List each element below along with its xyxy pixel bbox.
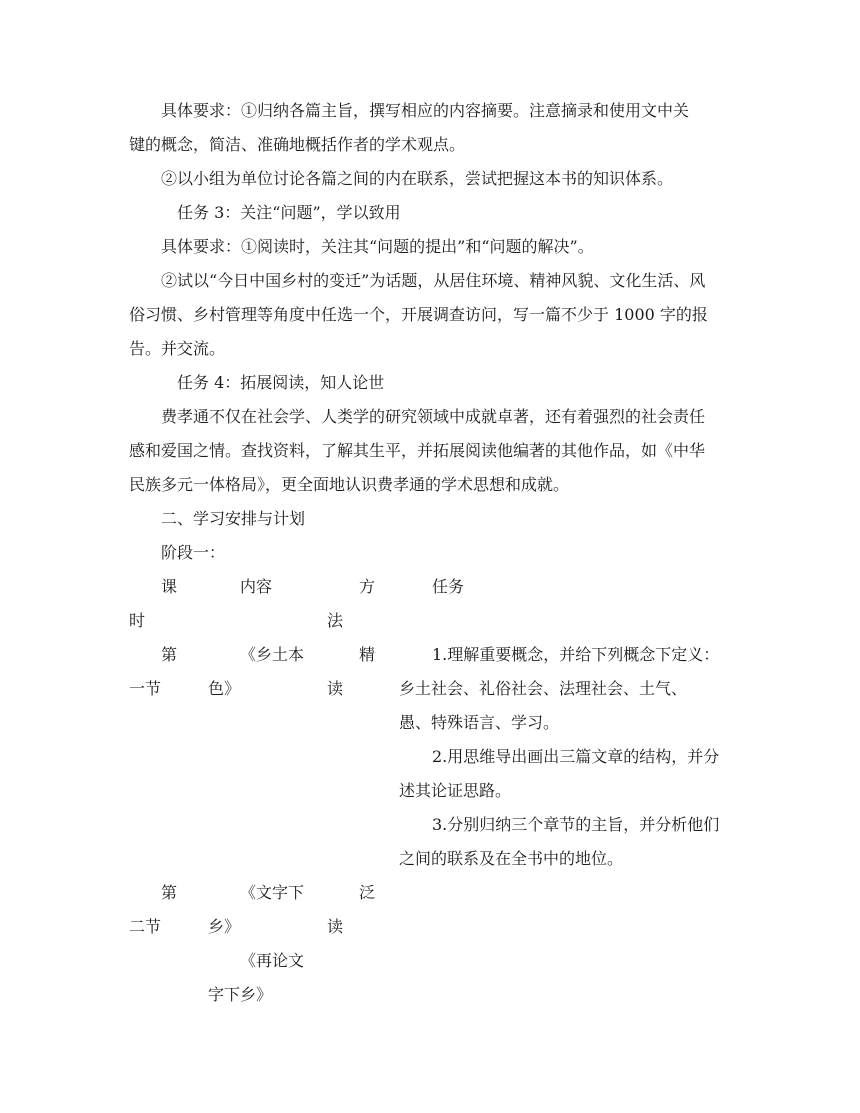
header-method-1: 方 [359,577,376,596]
task4-body-line-1: 费孝通不仅在社会学、人类学的研究领域中成就卓著，还有着强烈的社会责任 [161,407,706,426]
row2-content-1: 《文字下 [240,883,305,902]
requirement-item-2: ②以小组为单位讨论各篇之间的内在联系，尝试把握这本书的知识体系。 [161,169,674,188]
task4-body-line-3: 民族多元一体格局》，更全面地认识费孝通的学术思想和成就。 [129,475,570,494]
row2-method-2: 读 [327,917,344,936]
row1-task-line-7: 之间的联系及在全书中的地位。 [399,849,624,868]
row2-method-1: 泛 [359,883,376,902]
task3-requirement-2-line-2: 俗习惯、乡村管理等角度中任选一个，开展调查访问，写一篇不少于 1000 字的报 [129,305,708,324]
requirement-line-2: 键的概念，简洁、准确地概括作者的学术观点。 [129,135,466,154]
task3-title: 任务 3：关注“问题”，学以致用 [177,203,401,222]
row2-content-4: 字下乡》 [208,985,273,1004]
requirement-line-1: 具体要求：①归纳各篇主旨，撰写相应的内容摘要。注意摘录和使用文中关 [161,101,690,120]
header-content: 内容 [240,577,273,596]
row1-keshi-2: 一节 [129,679,162,698]
row1-method-2: 读 [327,679,344,698]
row1-content-2: 色》 [208,679,241,698]
row1-task-line-5: 述其论证思路。 [399,781,512,800]
row1-task-line-4: 2.用思维导出画出三篇文章的结构，并分 [432,747,720,766]
row2-keshi-1: 第 [161,883,178,902]
task4-title: 任务 4：拓展阅读，知人论世 [177,373,385,392]
task3-requirement-2-line-1: ②试以“今日中国乡村的变迁”为话题，从居住环境、精神风貌、文化生活、风 [161,271,706,290]
task3-requirement-2-line-3: 告。并交流。 [129,339,226,358]
row2-content-3: 《再论文 [240,951,305,970]
stage-1-label: 阶段一： [161,543,226,562]
task4-body-line-2: 感和爱国之情。查找资料，了解其生平，并拓展阅读他编著的其他作品，如《中华 [129,441,706,460]
row1-task-line-6: 3.分别归纳三个章节的主旨，并分析他们 [432,815,720,834]
row1-task-line-1: 1.理解重要概念，并给下列概念下定义： [432,645,720,664]
row1-content-1: 《乡土本 [240,645,305,664]
row1-task-line-3: 愚、特殊语言、学习。 [399,713,560,732]
row2-keshi-2: 二节 [129,917,162,936]
row2-content-2: 乡》 [208,917,241,936]
row1-task-line-2: 乡土社会、礼俗社会、法理社会、土气、 [399,679,688,698]
section-2-title: 二、学习安排与计划 [161,509,306,528]
header-keshi-1: 课 [161,577,178,596]
header-method-2: 法 [327,611,344,630]
row1-keshi-1: 第 [161,645,178,664]
header-task: 任务 [432,577,465,596]
header-keshi-2: 时 [129,611,146,630]
task3-requirement-1: 具体要求：①阅读时，关注其“问题的提出”和“问题的解决”。 [161,237,594,256]
row1-method-1: 精 [359,645,376,664]
